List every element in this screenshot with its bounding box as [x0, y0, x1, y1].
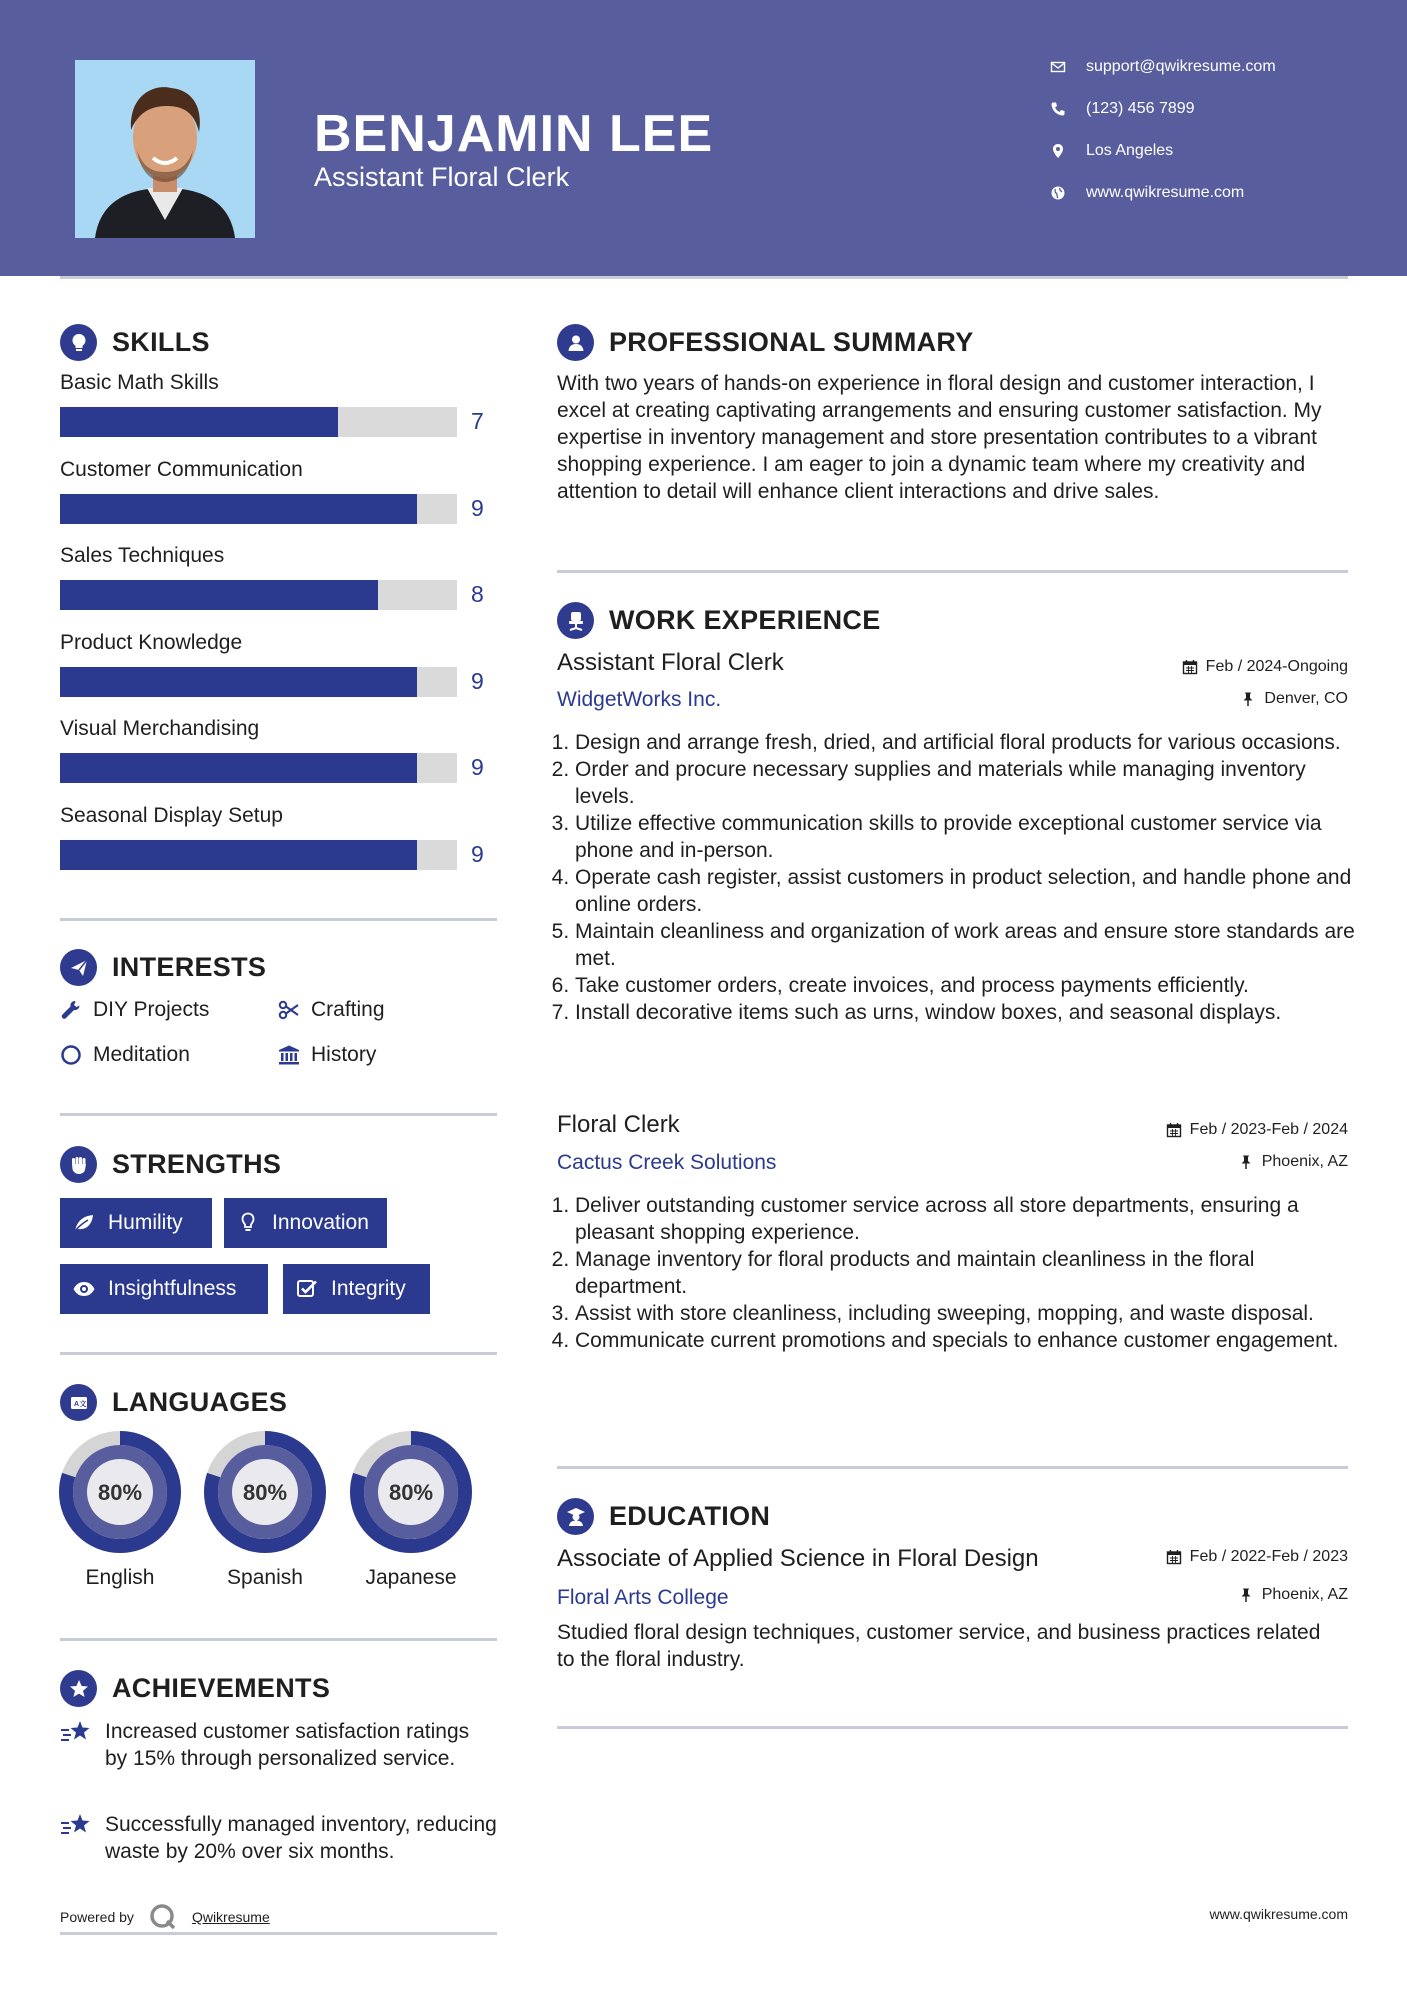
strength-tag	[283, 1264, 430, 1314]
skill-rating: 9	[471, 754, 484, 780]
job-dates-text: Feb / 2023-Feb / 2024	[1189, 1121, 1348, 1138]
skill-rating: 8	[471, 581, 484, 607]
envelope-icon	[1050, 59, 1066, 75]
interest-item	[278, 1043, 376, 1067]
skill-bar	[60, 494, 457, 524]
website-text: www.qwikresume.com	[1086, 184, 1245, 201]
summary-text: With two years of hands-on experience in floral design and customer interaction, I excel at creating captivating arrangements and ensuring customer satisfaction. My expertise in inventory management and store presentation contributes to a vibrant shopping experience. I am eager to join a dynamic team where my creativity and attention to detail will enhance client interactions and drive sales.	[557, 372, 1322, 503]
summary-section-header	[557, 324, 974, 361]
education-heading: EDUCATION	[609, 1501, 771, 1531]
contact-email[interactable]	[1050, 58, 1276, 76]
skill-bar	[60, 667, 457, 697]
interests-heading: INTERESTS	[112, 952, 267, 982]
interests-badge	[60, 949, 97, 986]
strength-tag	[60, 1264, 268, 1314]
skill-label: Sales Techniques	[60, 544, 225, 567]
skill-bar-fill	[60, 667, 417, 697]
interests-section-header	[60, 949, 266, 986]
degree-title: Associate of Applied Science in Floral Design	[557, 1545, 1039, 1572]
map-pin-icon	[1050, 143, 1066, 159]
skill-rating: 9	[471, 495, 484, 521]
education-location-text: Phoenix, AZ	[1261, 1586, 1348, 1603]
strengths-section-header	[60, 1146, 281, 1183]
profile-photo	[75, 60, 255, 238]
skill-bar-fill	[60, 840, 417, 870]
strengths-divider	[60, 1352, 497, 1355]
language-item	[203, 1430, 327, 1590]
language-level: 80%	[388, 1480, 434, 1505]
skill-bar	[60, 580, 457, 610]
header-divider	[60, 276, 1348, 279]
powered-by-label: Powered by	[60, 1909, 134, 1925]
contact-location	[1050, 142, 1173, 160]
education-divider	[557, 1726, 1348, 1729]
skills-section-header	[60, 324, 210, 361]
skill-bar-fill	[60, 580, 378, 610]
achievements-section-header	[60, 1670, 330, 1707]
shooting-star-icon	[60, 1811, 94, 1839]
scissors-icon	[278, 999, 300, 1021]
skill-bar-fill	[60, 407, 338, 437]
responsibility-item: 3. Utilize effective communication skills to provide exceptional customer service via phone and in-person.	[575, 810, 1355, 864]
skill-rating: 9	[471, 841, 484, 867]
language-ring	[58, 1430, 182, 1554]
fist-icon	[68, 1154, 90, 1176]
svg-text:A: A	[73, 1400, 79, 1408]
interests-divider	[60, 1113, 497, 1116]
strengths-badge	[60, 1146, 97, 1183]
skill-label: Visual Merchandising	[60, 717, 260, 740]
skill-rating: 9	[471, 668, 484, 694]
school-name: Floral Arts College	[557, 1586, 729, 1609]
pushpin-icon	[1238, 1587, 1254, 1603]
powered-by	[60, 1902, 270, 1932]
lightbulb-icon	[68, 332, 90, 354]
shooting-star-icon	[60, 1718, 94, 1746]
calendar-icon	[1166, 1122, 1182, 1138]
job-location	[1240, 690, 1348, 708]
experience-heading: WORK EXPERIENCE	[609, 605, 881, 635]
language-level: 80%	[242, 1480, 288, 1505]
pushpin-icon	[1238, 1154, 1254, 1170]
language-name: Japanese	[365, 1566, 457, 1589]
responsibility-item: 3. Assist with store cleanliness, including sweeping, mopping, and waste disposal.	[575, 1300, 1355, 1327]
contact-website[interactable]	[1050, 184, 1244, 202]
strength-label: Humility	[108, 1211, 183, 1234]
language-name: English	[85, 1566, 155, 1589]
pushpin-icon	[1240, 691, 1256, 707]
skill-bar-fill	[60, 494, 417, 524]
strength-tag	[60, 1198, 212, 1248]
footer-website[interactable]: www.qwikresume.com	[1209, 1906, 1348, 1922]
contact-phone[interactable]	[1050, 100, 1195, 118]
job-dates	[1182, 658, 1348, 676]
globe-icon	[1050, 185, 1066, 201]
leaf-icon	[72, 1211, 96, 1235]
responsibility-item: 6. Take customer orders, create invoices, and process payments efficiently.	[575, 972, 1355, 999]
achievements-badge	[60, 1670, 97, 1707]
education-dates	[1166, 1548, 1348, 1566]
experience-section-header	[557, 602, 881, 639]
experience-badge	[557, 602, 594, 639]
skills-divider	[60, 918, 497, 921]
language-item	[58, 1430, 182, 1590]
education-location	[1238, 1586, 1348, 1604]
responsibility-item: 2. Order and procure necessary supplies and materials while managing inventory levels.	[575, 756, 1355, 810]
company-name: Cactus Creek Solutions	[557, 1151, 777, 1174]
summary-divider	[557, 570, 1348, 573]
skill-rating: 7	[471, 408, 484, 434]
achievement-item	[60, 1718, 497, 1772]
phone-icon	[1050, 101, 1066, 117]
user-icon	[565, 332, 587, 354]
job-title: Assistant Floral Clerk	[557, 649, 784, 676]
skill-bar	[60, 840, 457, 870]
strength-label: Innovation	[272, 1211, 369, 1234]
header-banner	[0, 0, 1407, 276]
skills-heading: SKILLS	[112, 327, 210, 357]
strength-label: Insightfulness	[108, 1277, 237, 1300]
language-level: 80%	[97, 1480, 143, 1505]
company-name: WidgetWorks Inc.	[557, 688, 722, 711]
education-section-header	[557, 1498, 770, 1535]
avatar	[75, 60, 255, 238]
email-text: support@qwikresume.com	[1086, 58, 1276, 75]
skills-badge	[60, 324, 97, 361]
job-responsibilities	[575, 1192, 1355, 1354]
circle-icon	[60, 1044, 82, 1066]
responsibility-item: 1. Deliver outstanding customer service across all store departments, ensuring a pleasant shopping experience.	[575, 1192, 1355, 1246]
skill-bar	[60, 753, 457, 783]
footer-divider	[60, 1932, 497, 1935]
calendar-icon	[1166, 1549, 1182, 1565]
interest-label: Meditation	[93, 1043, 190, 1066]
job-responsibilities	[575, 729, 1355, 1026]
skill-label: Customer Communication	[60, 458, 303, 481]
institution-icon	[278, 1044, 300, 1066]
strengths-heading: STRENGTHS	[112, 1149, 282, 1179]
paper-plane-icon	[68, 957, 90, 979]
languages-divider	[60, 1638, 497, 1641]
language-name: Spanish	[227, 1566, 303, 1589]
svg-text:文: 文	[79, 1400, 86, 1408]
job-location-text: Phoenix, AZ	[1261, 1153, 1348, 1170]
responsibility-item: 7. Install decorative items such as urns, window boxes, and seasonal displays.	[575, 999, 1355, 1026]
education-description: Studied floral design techniques, customer service, and business practices related to the floral industry.	[557, 1621, 1321, 1671]
skill-label: Product Knowledge	[60, 631, 243, 654]
languages-section-header	[60, 1384, 287, 1421]
achievement-text: Increased customer satisfaction ratings by 15% through personalized service.	[105, 1720, 470, 1770]
achievements-heading: ACHIEVEMENTS	[112, 1673, 331, 1703]
interest-label: History	[311, 1043, 377, 1066]
job-location	[1238, 1153, 1348, 1171]
skill-label: Seasonal Display Setup	[60, 804, 283, 827]
office-chair-icon	[565, 610, 587, 632]
qwikresume-logo-icon	[148, 1902, 178, 1932]
qwikresume-link[interactable]: Qwikresume	[191, 1909, 270, 1925]
responsibility-item: 1. Design and arrange fresh, dried, and artificial floral products for various occasions.	[575, 729, 1355, 756]
phone-text: (123) 456 7899	[1086, 100, 1195, 117]
language-icon	[68, 1392, 90, 1414]
eye-icon	[72, 1277, 96, 1301]
summary-heading: PROFESSIONAL SUMMARY	[609, 327, 974, 357]
responsibility-item: 5. Maintain cleanliness and organization of work areas and ensure store standards are met.	[575, 918, 1355, 972]
language-ring	[349, 1430, 473, 1554]
responsibility-item: 4. Communicate current promotions and specials to enhance customer engagement.	[575, 1327, 1355, 1354]
job-title: Floral Clerk	[557, 1111, 680, 1138]
interest-item	[60, 1043, 190, 1067]
strength-label: Integrity	[331, 1277, 406, 1300]
job-dates-text: Feb / 2024-Ongoing	[1205, 658, 1348, 675]
summary-badge	[557, 324, 594, 361]
skill-bar-fill	[60, 753, 417, 783]
responsibility-item: 2. Manage inventory for floral products and maintain cleanliness in the floral department.	[575, 1246, 1355, 1300]
skill-bar	[60, 407, 457, 437]
experience-divider	[557, 1466, 1348, 1469]
achievement-text: Successfully managed inventory, reducing waste by 20% over six months.	[105, 1813, 497, 1863]
location-text: Los Angeles	[1086, 142, 1174, 159]
languages-badge	[60, 1384, 97, 1421]
wrench-icon	[60, 999, 82, 1021]
star-icon	[68, 1678, 90, 1700]
languages-heading: LANGUAGES	[112, 1387, 288, 1417]
interest-label: DIY Projects	[93, 998, 210, 1021]
candidate-title: Assistant Floral Clerk	[314, 162, 570, 192]
interest-label: Crafting	[311, 998, 385, 1021]
achievement-item	[60, 1811, 497, 1865]
check-square-icon	[295, 1277, 319, 1301]
skill-label: Basic Math Skills	[60, 371, 219, 394]
interest-item	[60, 998, 209, 1022]
education-dates-text: Feb / 2022-Feb / 2023	[1189, 1548, 1348, 1565]
responsibility-item: 4. Operate cash register, assist customers in product selection, and handle phone and online orders.	[575, 864, 1355, 918]
calendar-icon	[1182, 659, 1198, 675]
graduate-icon	[565, 1506, 587, 1528]
job-dates	[1166, 1121, 1348, 1139]
education-badge	[557, 1498, 594, 1535]
strength-tag	[224, 1198, 387, 1248]
lightbulb-icon	[236, 1211, 260, 1235]
interest-item	[278, 998, 385, 1022]
job-location-text: Denver, CO	[1264, 690, 1348, 707]
language-ring	[203, 1430, 327, 1554]
candidate-name: BENJAMIN LEE	[314, 105, 714, 163]
language-item	[349, 1430, 473, 1590]
